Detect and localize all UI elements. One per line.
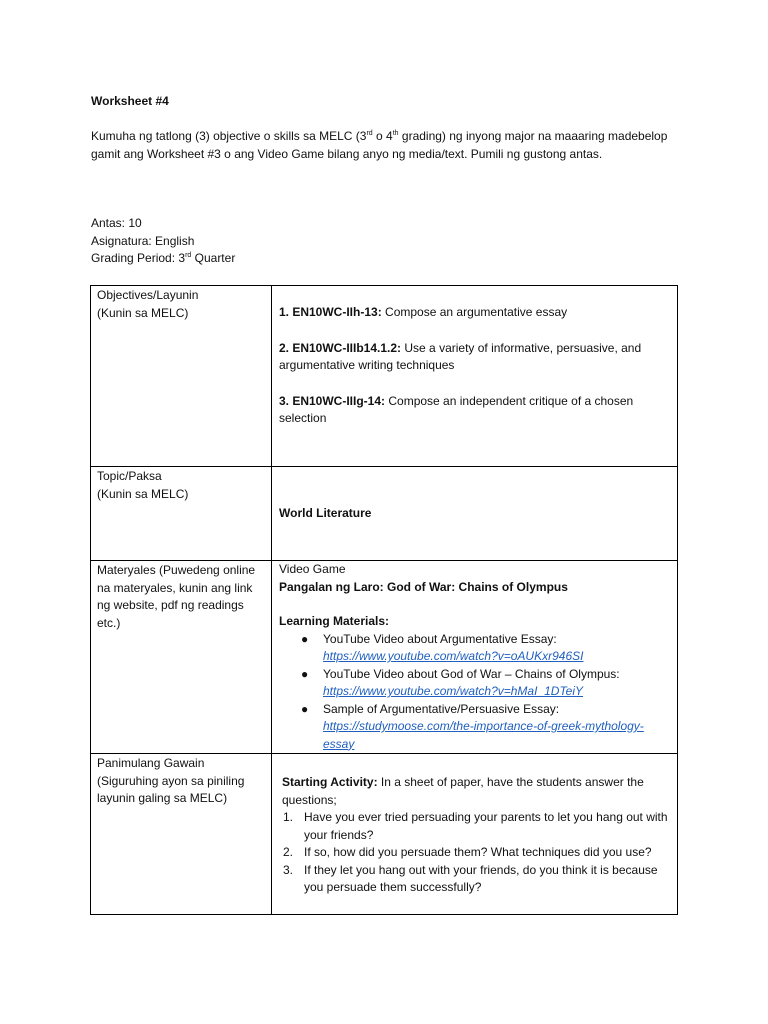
materials-type: Video Game xyxy=(279,562,346,576)
learning-material-item xyxy=(301,631,669,666)
grading-period-suffix: Quarter xyxy=(191,251,236,265)
question-number: 2. xyxy=(283,845,294,859)
bullet-icon: ● xyxy=(301,631,309,646)
objectives-label-note: (Kunin sa MELC) xyxy=(97,305,189,320)
starting-activity-instructions: In a sheet of paper, have the students answer the questions; xyxy=(282,775,644,807)
objective-code: 1. EN10WC-IIh-13: xyxy=(279,305,382,319)
learning-material-link[interactable]: https://www.youtube.com/watch?v=hMaI_1DTeiY xyxy=(323,684,584,698)
question-number: 1. xyxy=(283,810,294,824)
starting-activity-intro xyxy=(279,774,669,809)
objective-text: Compose an independent critique of a chosen selection xyxy=(279,393,634,425)
materials-label: Materyales (Puwedeng online na materyales, kunin ang link ng website, pdf ng readings etc.) xyxy=(97,563,256,630)
question-text: If they let you hang out with your friends, do you think it is because you persuade them successfully? xyxy=(304,862,658,894)
learning-materials-heading: Learning Materials: xyxy=(279,614,390,628)
materials-row xyxy=(91,561,678,754)
starting-activity-heading: Starting Activity: xyxy=(282,775,378,789)
starting-label-cell xyxy=(91,754,272,915)
learning-material-link[interactable]: https://studymoose.com/the-importance-of-greek-mythology-essay xyxy=(323,719,644,751)
worksheet-title: Worksheet #4 xyxy=(91,94,169,108)
objective-text: Use a variety of informative, persuasive, and argumentative writing techniques xyxy=(279,340,642,372)
starting-label: Panimulang Gawain (Siguruhing ayon sa piniling layunin galing sa MELC) xyxy=(97,756,245,805)
objectives-label: Objectives/Layunin xyxy=(97,288,199,302)
learning-material-item xyxy=(301,666,669,701)
worksheet-meta xyxy=(91,215,235,268)
instructions-text-3: grading) ng inyong major na maaaring madebelop gamit ang Worksheet #3 o ang Video Game bilang anyo ng media/text. Pumili ng gustong antas. xyxy=(91,129,668,161)
learning-material-text: YouTube Video about God of War – Chains of Olympus: xyxy=(323,666,620,681)
objective-code: 2. EN10WC-IIIb14.1.2: xyxy=(279,340,402,355)
topic-label-cell xyxy=(91,467,272,561)
objectives-value-cell xyxy=(272,286,678,467)
topic-label-note: (Kunin sa MELC) xyxy=(97,486,189,501)
bullet-icon: ● xyxy=(301,666,309,681)
meta-asignatura: Asignatura: English xyxy=(91,233,195,248)
worksheet-table xyxy=(90,285,678,915)
learning-material-link[interactable]: https://www.youtube.com/watch?v=oAUKxr946SI xyxy=(323,649,584,663)
bullet-icon: ● xyxy=(301,701,309,716)
objective-item-3 xyxy=(279,393,669,428)
topic-label: Topic/Paksa xyxy=(97,469,162,483)
meta-grading-period xyxy=(91,250,235,268)
objective-item-1 xyxy=(279,304,669,322)
learning-material-item xyxy=(301,701,669,754)
question-list xyxy=(279,809,669,897)
question-text: Have you ever tried persuading your parents to let you hang out with your friends? xyxy=(304,810,668,842)
objective-text: Compose an argumentative essay xyxy=(381,305,568,319)
objectives-label-cell xyxy=(91,286,272,467)
question-item xyxy=(279,809,669,844)
instructions-text-1: Kumuha ng tatlong (3) objective o skills sa MELC (3 xyxy=(91,129,367,143)
question-number: 3. xyxy=(283,862,294,877)
objectives-row xyxy=(91,286,678,467)
topic-row xyxy=(91,467,678,561)
instructions-paragraph xyxy=(91,128,681,163)
learning-materials-list xyxy=(279,631,669,754)
learning-material-text: Sample of Argumentative/Persuasive Essay: xyxy=(323,701,560,716)
materials-value-cell xyxy=(272,561,678,754)
grading-period-text: Grading Period: 3 xyxy=(91,251,186,265)
meta-antas: Antas: 10 xyxy=(91,216,142,230)
question-item xyxy=(279,844,669,862)
objective-item-2 xyxy=(279,340,669,375)
learning-material-text: YouTube Video about Argumentative Essay: xyxy=(323,631,557,646)
instructions-text-2: o 4 xyxy=(372,129,393,143)
topic-value-cell xyxy=(272,467,678,561)
grading-period-sup: rd xyxy=(185,252,192,259)
instructions-sup-th: th xyxy=(392,130,399,137)
question-text: If so, how did you persuade them? What techniques did you use? xyxy=(304,845,652,859)
topic-value: World Literature xyxy=(279,506,372,520)
materials-label-cell xyxy=(91,561,272,754)
starting-activity-row xyxy=(91,754,678,915)
objective-code: 3. EN10WC-IIIg-14: xyxy=(279,393,386,408)
instructions-sup-rd: rd xyxy=(366,130,373,137)
question-item xyxy=(279,862,669,897)
starting-value-cell xyxy=(272,754,678,915)
game-name: Pangalan ng Laro: God of War: Chains of Olympus xyxy=(279,579,568,594)
